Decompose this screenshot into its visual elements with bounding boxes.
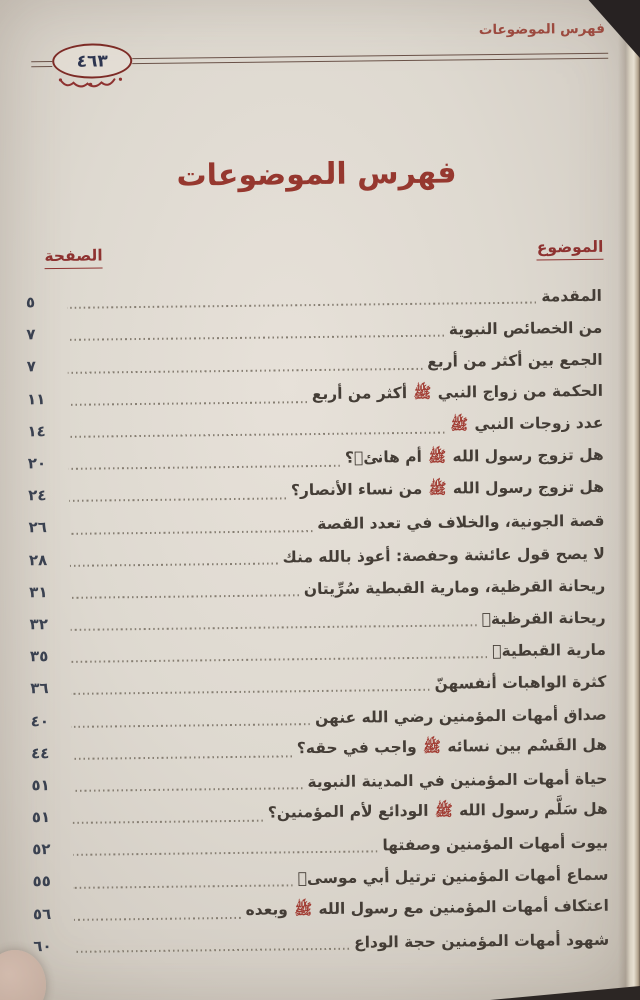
entry-title: هل تزوج رسول الله ﷺ أم هانئؓ؟ <box>344 445 604 467</box>
entry-page-number: ٤٠ <box>30 711 50 730</box>
dot-leader <box>70 530 313 535</box>
entry-title: مارية القبطيةؓ <box>492 640 607 661</box>
entry-title: صداق أمهات المؤمنين رضي الله عنهن <box>314 705 607 727</box>
page-title: فهرس الموضوعات <box>176 155 457 194</box>
dot-leader <box>69 465 340 470</box>
entry-title: هل القَسْم بين نسائه ﷺ واجب في حقه؟ <box>296 735 608 757</box>
dot-leader <box>69 498 286 502</box>
entry-title: كثرة الواهبات أنفسهنّ <box>434 673 607 694</box>
dot-leader <box>73 851 377 856</box>
entry-title: عدد زوجات النبي ﷺ <box>450 413 604 434</box>
entry-page-number: ٥٦ <box>32 904 52 923</box>
dot-leader <box>74 948 349 953</box>
entry-page-number: ٥٢ <box>32 840 51 859</box>
entry-title: من الخصائص النبوية <box>448 319 603 339</box>
dot-leader <box>72 723 310 728</box>
dot-leader <box>67 302 536 309</box>
entry-page-number: ٥ <box>25 293 36 312</box>
dot-leader <box>67 335 444 341</box>
entry-title: شهود أمهات المؤمنين حجة الوداع <box>353 930 610 952</box>
header-rule-left <box>31 61 52 67</box>
column-header-page: الصفحة <box>44 246 102 269</box>
column-header-topic: الموضوع <box>537 238 604 261</box>
entry-page-number: ٢٨ <box>28 550 48 569</box>
entry-title: الحكمة من زواج النبي ﷺ أكثر من أربع <box>311 381 604 403</box>
salawat-symbol: ﷺ <box>434 802 453 820</box>
dot-leader <box>68 432 444 438</box>
entry-page-number: ٥١ <box>31 775 50 795</box>
running-header: فهرس الموضوعات <box>478 20 605 39</box>
page-number-badge: ٤٦٣ <box>52 43 132 79</box>
entry-page-number: ٢٤ <box>28 486 47 505</box>
salawat-symbol: ﷺ <box>450 416 469 434</box>
dot-leader <box>74 884 293 888</box>
entry-title: هل سَلَّم رسول الله ﷺ الودائع لأم المؤمنين؟ <box>267 799 608 822</box>
dot-leader <box>71 656 487 663</box>
entry-page-number: ٧ <box>26 325 36 344</box>
dot-leader <box>72 755 292 759</box>
salawat-symbol: ﷺ <box>428 448 447 466</box>
dot-leader <box>70 562 278 566</box>
book-right-edge-shadow <box>618 0 640 1000</box>
salawat-symbol: ﷺ <box>413 384 432 402</box>
entry-title: الجمع بين أكثر من أربع <box>427 351 603 372</box>
table-of-contents <box>26 280 610 962</box>
entry-page-number: ٢٦ <box>28 518 47 537</box>
entry-title: سماع أمهات المؤمنين ترتيل أبي موسىؓ <box>297 866 609 888</box>
dot-leader <box>74 917 241 921</box>
entry-page-number: ٦٠ <box>33 936 52 956</box>
entry-page-number: ٧ <box>26 357 36 376</box>
entry-title: قصة الجونية، والخلاف في تعدد القصة <box>317 512 605 534</box>
entry-title: هل تزوج رسول الله ﷺ من نساء الأنصار؟ <box>290 477 605 500</box>
dot-leader <box>71 689 429 695</box>
entry-title: بيوت أمهات المؤمنين وصفتها <box>382 834 609 855</box>
toc-entry <box>33 923 609 962</box>
salawat-symbol: ﷺ <box>423 738 442 756</box>
entry-page-number: ٥١ <box>31 808 51 827</box>
ornament-flourish-icon <box>57 75 123 90</box>
header-rule-right <box>132 53 608 64</box>
entry-page-number: ٣٢ <box>29 615 49 634</box>
entry-page-number: ١٤ <box>27 421 46 441</box>
entry-title: المقدمة <box>541 286 603 306</box>
dot-leader <box>68 367 423 373</box>
dot-leader <box>72 787 302 792</box>
dot-leader <box>70 594 299 599</box>
entry-title: اعتكاف أمهات المؤمنين مع رسول الله ﷺ وبعده <box>245 896 609 919</box>
salawat-symbol: ﷺ <box>294 900 313 918</box>
dot-leader <box>73 820 263 824</box>
entry-title: حياة أمهات المؤمنين في المدينة النبوية <box>307 769 608 792</box>
entry-page-number: ٢٠ <box>27 454 47 473</box>
entry-page-number: ٣١ <box>29 582 48 602</box>
dot-leader <box>68 401 307 406</box>
dot-leader <box>71 624 477 631</box>
entry-title: ريحانة القرظيةؓ <box>481 608 606 629</box>
entry-title: لا يصح قول عائشة وحفصة: أعوذ بالله منك <box>282 544 605 567</box>
entry-page-number: ٣٦ <box>30 679 49 698</box>
entry-page-number: ٥٥ <box>32 872 51 891</box>
entry-page-number: ٤٤ <box>30 743 50 763</box>
entry-title: ريحانة القرظية، ومارية القبطية سُرِّيتان <box>303 576 606 598</box>
salawat-symbol: ﷺ <box>428 480 447 498</box>
entry-page-number: ٣٥ <box>29 647 49 666</box>
entry-page-number: ١١ <box>26 389 46 408</box>
